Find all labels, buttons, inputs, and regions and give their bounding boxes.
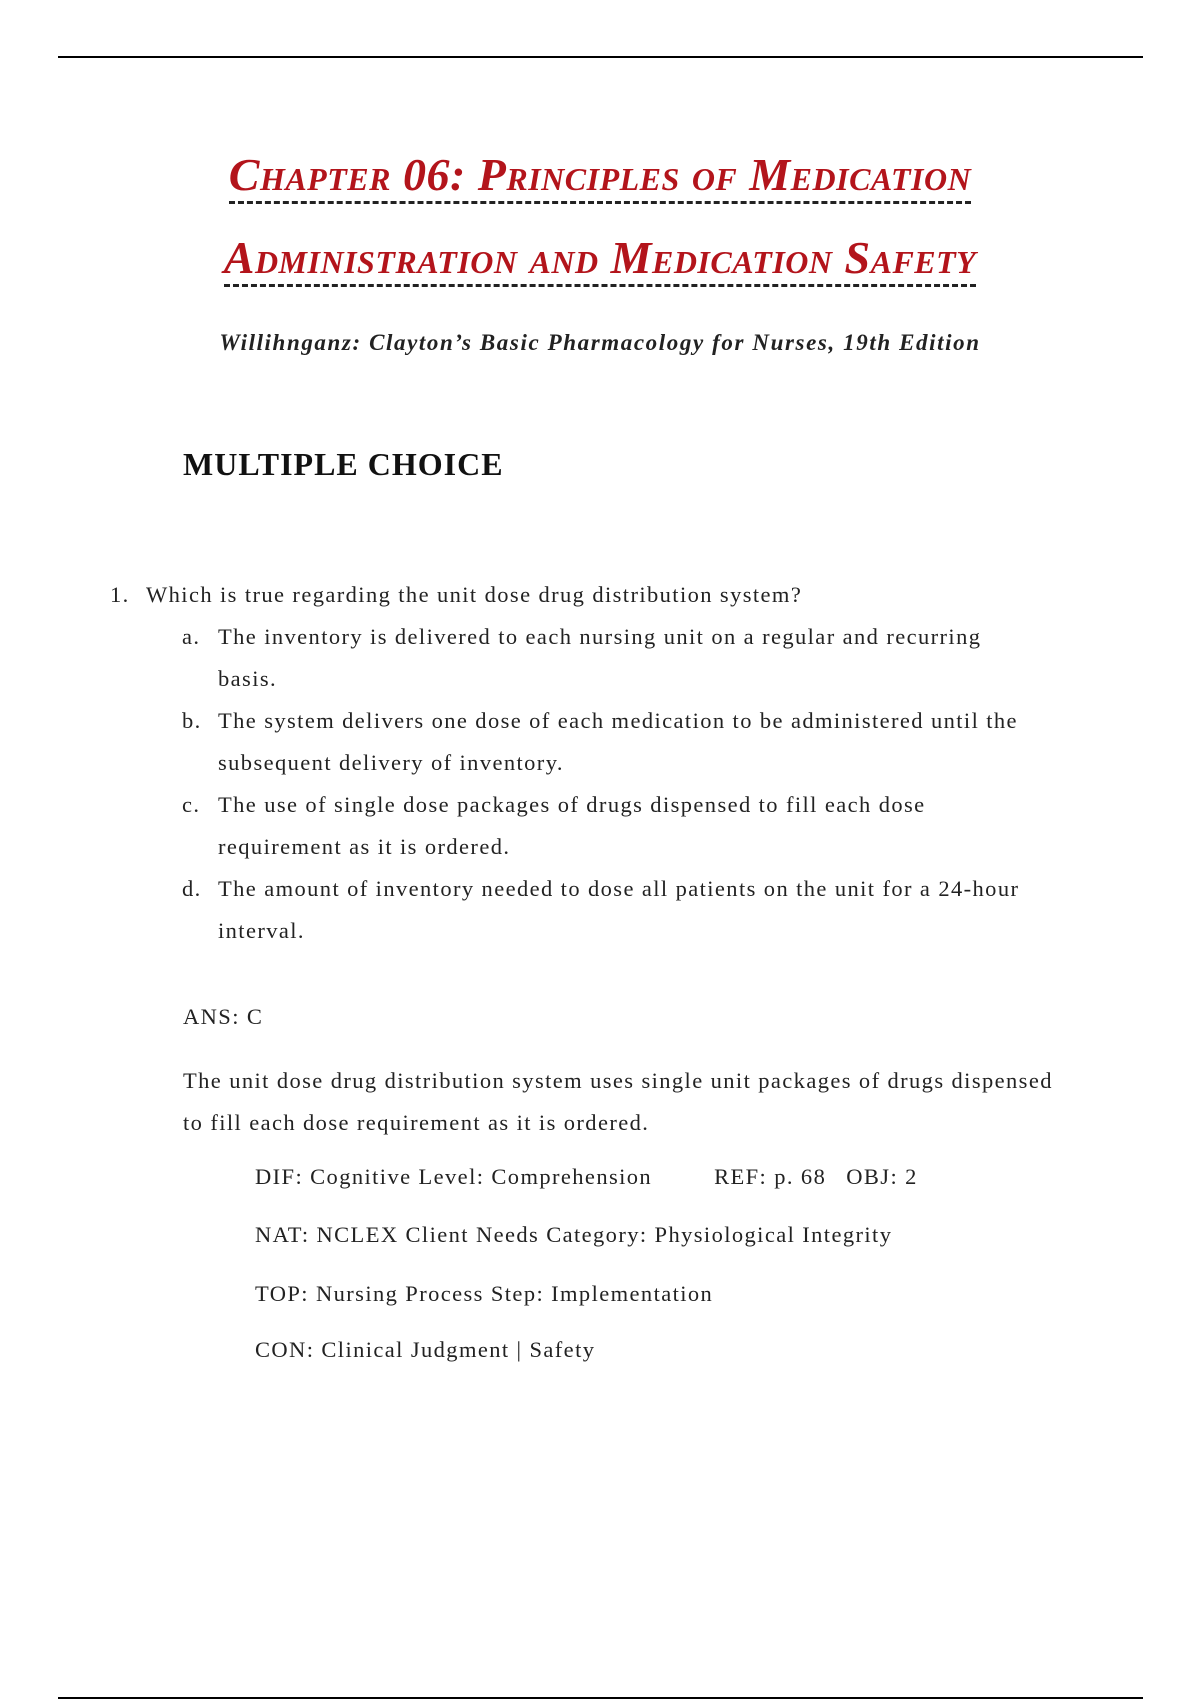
question-block: [110, 574, 1070, 952]
choice-list: [182, 616, 1042, 952]
answer-rationale: The unit dose drug distribution system uses single unit packages of drugs dispensed to fill each dose requirement as it is ordered.: [183, 1068, 1053, 1135]
choice-text: The inventory is delivered to each nursing unit on a regular and recurring basis.: [218, 624, 982, 691]
question-number: 1.: [110, 582, 130, 607]
choice-letter: a.: [182, 624, 201, 649]
meta-ref: REF: p. 68: [714, 1164, 827, 1189]
choice-letter: b.: [182, 708, 202, 733]
question-text: Which is true regarding the unit dose drug distribution system?: [146, 582, 803, 607]
choice-letter: d.: [182, 876, 202, 901]
meta-dif: DIF: Cognitive Level: Comprehension: [255, 1164, 653, 1189]
choice-a: [182, 616, 1042, 700]
chapter-title-line-2: [0, 231, 1200, 287]
question-stem: [110, 574, 1070, 616]
meta-top: TOP: Nursing Process Step: Implementation: [255, 1281, 714, 1306]
chapter-title-line-1-text: Chapter 06: Principles of Medication: [229, 150, 971, 204]
book-subtitle: Willihnganz: Clayton’s Basic Pharmacology for Nurses, 19th Edition: [219, 330, 981, 355]
meta-obj: OBJ: 2: [846, 1164, 918, 1189]
meta-con: CON: Clinical Judgment | Safety: [255, 1337, 596, 1362]
choice-text: The amount of inventory needed to dose all patients on the unit for a 24-hour interval.: [218, 876, 1020, 943]
answer-key: ANS: C: [183, 1004, 264, 1029]
choice-d: [182, 868, 1042, 952]
bottom-rule: [58, 1697, 1143, 1699]
top-rule: [58, 56, 1143, 58]
choice-letter: c.: [182, 792, 201, 817]
section-heading: MULTIPLE CHOICE: [183, 446, 504, 482]
choice-b: [182, 700, 1042, 784]
choice-text: The use of single dose packages of drugs dispensed to fill each dose requirement as it is ordered.: [218, 792, 926, 859]
chapter-title-line-2-text: Administration and Medication Safety: [224, 233, 976, 287]
chapter-title-line-1: [0, 148, 1200, 204]
choice-c: [182, 784, 1042, 868]
meta-nat: NAT: NCLEX Client Needs Category: Physiological Integrity: [255, 1222, 893, 1247]
choice-text: The system delivers one dose of each medication to be administered until the subsequent delivery of inventory.: [218, 708, 1018, 775]
meta-dif-ref-obj: [255, 1164, 918, 1190]
